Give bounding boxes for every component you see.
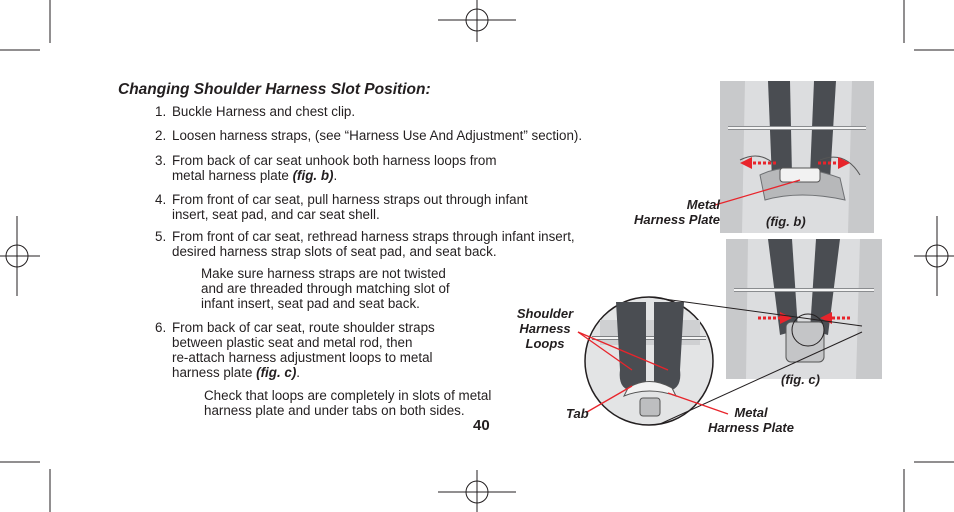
registration-mark-bottom (438, 470, 516, 512)
step-text: From back of car seat unhook both harness loops from (172, 153, 497, 168)
section-heading: Changing Shoulder Harness Slot Position: (118, 81, 431, 98)
step-2 (155, 128, 715, 144)
step-text: From back of car seat, route shoulder straps (172, 320, 435, 335)
step-number: 2. (155, 128, 167, 143)
fig-c-callout-tab: Tab (566, 406, 589, 421)
fig-b-callout-metal-harness-plate: Metal Harness Plate (634, 197, 720, 227)
step-4 (155, 192, 585, 224)
step-1 (155, 104, 715, 120)
step-text: metal harness plate (172, 168, 293, 183)
step-number: 4. (155, 192, 167, 207)
fig-c-callout-shoulder-harness-loops: Shoulder Harness Loops (516, 306, 574, 351)
fig-reference: (fig. c) (256, 365, 297, 380)
step-text: From front of car seat, rethread harness straps through infant insert, (172, 229, 575, 244)
page-number: 40 (473, 417, 490, 434)
fig-c-callout-metal-harness-plate: Metal Harness Plate (708, 405, 794, 435)
step-text: Loosen harness straps, (see “Harness Use And Adjustment” section). (172, 128, 583, 143)
step-6: 6. From back of car seat, route shoulder straps between plastic seat and metal rod, then re-attach harness adjustment loops to metal harness plate (fig. c). (155, 320, 435, 380)
step-text: between plastic seat and metal rod, then (172, 335, 413, 350)
registration-mark-top (438, 0, 516, 42)
note-check-loops: Check that loops are completely in slots of metal harness plate and under tabs on both sides. (204, 388, 492, 418)
fig-b-illustration (720, 81, 874, 233)
note-twisted-straps: Make sure harness straps are not twisted and are threaded through matching slot of infant insert, seat pad and seat back. (201, 266, 450, 311)
fig-c-label: (fig. c) (781, 372, 820, 387)
fig-reference: (fig. b) (292, 168, 334, 183)
step-number: 6. (155, 320, 167, 335)
fig-b-label: (fig. b) (766, 214, 806, 229)
step-text: insert, seat pad, and car seat shell. (172, 207, 380, 222)
step-text: harness plate (172, 365, 257, 380)
step-number: 1. (155, 104, 167, 119)
step-number: 5. (155, 229, 167, 244)
step-text: Buckle Harness and chest clip. (172, 104, 356, 119)
step-text: re-attach harness adjustment loops to metal (172, 350, 433, 365)
registration-mark-right (914, 216, 954, 296)
step-number: 3. (155, 153, 167, 168)
step-5 (155, 229, 635, 261)
step-text: From front of car seat, pull harness straps out through infant (172, 192, 528, 207)
step-text: desired harness strap slots of seat pad, and seat back. (172, 244, 497, 259)
step-3: 3. From back of car seat unhook both harness loops from metal harness plate (fig. b). (155, 153, 497, 183)
registration-mark-left (0, 216, 40, 296)
